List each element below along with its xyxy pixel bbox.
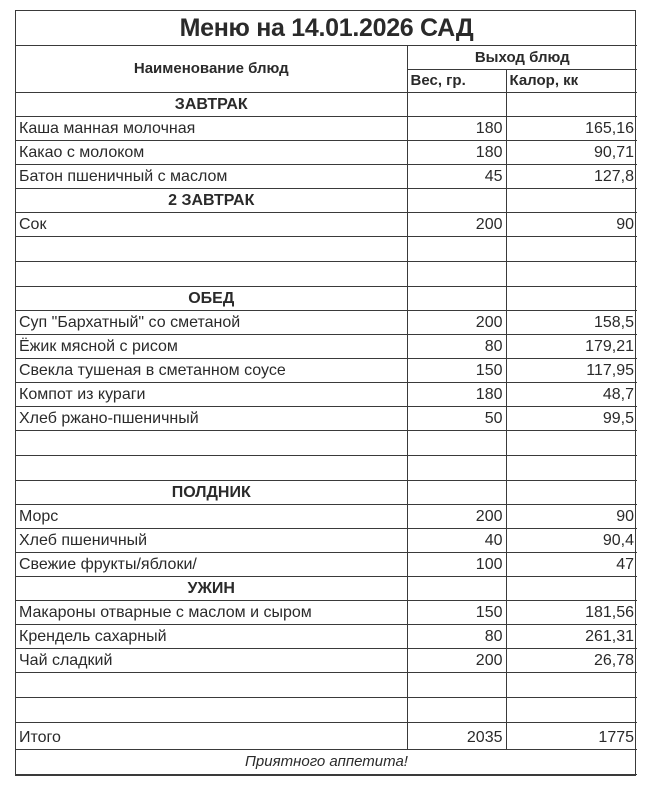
dish-weight: 180: [407, 383, 506, 407]
dish-calories: 261,31: [506, 625, 637, 649]
empty-cell: [16, 431, 407, 456]
dish-weight: 200: [407, 649, 506, 673]
total-row: [16, 723, 637, 750]
dish-name: Свекла тушеная в сметанном соусе: [16, 359, 407, 383]
footer-text: Приятного аппетита!: [16, 750, 637, 775]
dish-row: [16, 553, 637, 577]
dish-calories: 117,95: [506, 359, 637, 383]
dish-name: Свежие фрукты/яблоки/: [16, 553, 407, 577]
dish-calories: 48,7: [506, 383, 637, 407]
dish-weight: 45: [407, 165, 506, 189]
empty-cell: [407, 93, 506, 117]
header-dish-name: Наименование блюд: [16, 46, 407, 93]
empty-cell: [16, 698, 407, 723]
dish-name: Суп "Бархатный" со сметаной: [16, 311, 407, 335]
section-row: [16, 287, 637, 311]
empty-cell: [407, 481, 506, 505]
empty-cell: [16, 262, 407, 287]
empty-cell: [16, 673, 407, 698]
dish-row: [16, 117, 637, 141]
section-title: 2 ЗАВТРАК: [16, 189, 407, 213]
menu-table: [16, 11, 637, 775]
section-row: [16, 93, 637, 117]
dish-weight: 50: [407, 407, 506, 431]
title-row: [16, 11, 637, 46]
dish-row: [16, 141, 637, 165]
dish-weight: 150: [407, 601, 506, 625]
page-title: Меню на 14.01.2026 САД: [16, 11, 637, 46]
dish-name: Сок: [16, 213, 407, 237]
dish-name: Каша манная молочная: [16, 117, 407, 141]
dish-row: [16, 335, 637, 359]
dish-name: Компот из кураги: [16, 383, 407, 407]
blank-row: [16, 456, 637, 481]
menu-sheet: [15, 10, 636, 776]
dish-calories: 158,5: [506, 311, 637, 335]
dish-weight: 180: [407, 141, 506, 165]
dish-weight: 40: [407, 529, 506, 553]
empty-cell: [16, 237, 407, 262]
dish-weight: 200: [407, 311, 506, 335]
dish-row: [16, 213, 637, 237]
empty-cell: [16, 456, 407, 481]
header-row: [16, 46, 637, 70]
dish-row: [16, 601, 637, 625]
blank-row: [16, 431, 637, 456]
footer-row: [16, 750, 637, 775]
empty-cell: [407, 698, 506, 723]
empty-cell: [506, 481, 637, 505]
empty-cell: [407, 431, 506, 456]
dish-weight: 150: [407, 359, 506, 383]
dish-calories: 90: [506, 505, 637, 529]
dish-name: Хлеб пшеничный: [16, 529, 407, 553]
blank-row: [16, 698, 637, 723]
empty-cell: [407, 287, 506, 311]
dish-calories: 47: [506, 553, 637, 577]
empty-cell: [506, 456, 637, 481]
section-title: УЖИН: [16, 577, 407, 601]
dish-calories: 90,4: [506, 529, 637, 553]
dish-weight: 180: [407, 117, 506, 141]
empty-cell: [506, 577, 637, 601]
dish-row: [16, 649, 637, 673]
empty-cell: [506, 262, 637, 287]
dish-calories: 165,16: [506, 117, 637, 141]
header-calories: Калор, кк: [506, 70, 637, 93]
dish-calories: 181,56: [506, 601, 637, 625]
dish-row: [16, 311, 637, 335]
section-row: [16, 577, 637, 601]
empty-cell: [506, 287, 637, 311]
dish-name: Какао с молоком: [16, 141, 407, 165]
blank-row: [16, 237, 637, 262]
dish-weight: 80: [407, 625, 506, 649]
dish-calories: 179,21: [506, 335, 637, 359]
section-row: [16, 189, 637, 213]
dish-calories: 127,8: [506, 165, 637, 189]
dish-weight: 80: [407, 335, 506, 359]
empty-cell: [407, 237, 506, 262]
dish-weight: 200: [407, 505, 506, 529]
empty-cell: [407, 577, 506, 601]
dish-name: Ёжик мясной с рисом: [16, 335, 407, 359]
empty-cell: [506, 431, 637, 456]
section-title: ПОЛДНИК: [16, 481, 407, 505]
dish-row: [16, 165, 637, 189]
dish-row: [16, 407, 637, 431]
dish-calories: 90,71: [506, 141, 637, 165]
dish-name: Крендель сахарный: [16, 625, 407, 649]
total-weight: 2035: [407, 723, 506, 750]
dish-row: [16, 383, 637, 407]
dish-row: [16, 359, 637, 383]
dish-row: [16, 529, 637, 553]
empty-cell: [506, 189, 637, 213]
dish-name: Макароны отварные с маслом и сыром: [16, 601, 407, 625]
total-label: Итого: [16, 723, 407, 750]
section-title: ОБЕД: [16, 287, 407, 311]
section-row: [16, 481, 637, 505]
empty-cell: [407, 456, 506, 481]
dish-calories: 26,78: [506, 649, 637, 673]
dish-row: [16, 625, 637, 649]
dish-row: [16, 505, 637, 529]
total-calories: 1775: [506, 723, 637, 750]
empty-cell: [506, 673, 637, 698]
empty-cell: [506, 93, 637, 117]
empty-cell: [407, 189, 506, 213]
empty-cell: [506, 237, 637, 262]
empty-cell: [506, 698, 637, 723]
dish-name: Чай сладкий: [16, 649, 407, 673]
dish-weight: 200: [407, 213, 506, 237]
header-weight: Вес, гр.: [407, 70, 506, 93]
dish-calories: 90: [506, 213, 637, 237]
dish-name: Морс: [16, 505, 407, 529]
blank-row: [16, 262, 637, 287]
dish-name: Батон пшеничный с маслом: [16, 165, 407, 189]
section-title: ЗАВТРАК: [16, 93, 407, 117]
empty-cell: [407, 673, 506, 698]
dish-weight: 100: [407, 553, 506, 577]
header-output-group: Выход блюд: [407, 46, 637, 70]
dish-name: Хлеб ржано-пшеничный: [16, 407, 407, 431]
blank-row: [16, 673, 637, 698]
dish-calories: 99,5: [506, 407, 637, 431]
empty-cell: [407, 262, 506, 287]
